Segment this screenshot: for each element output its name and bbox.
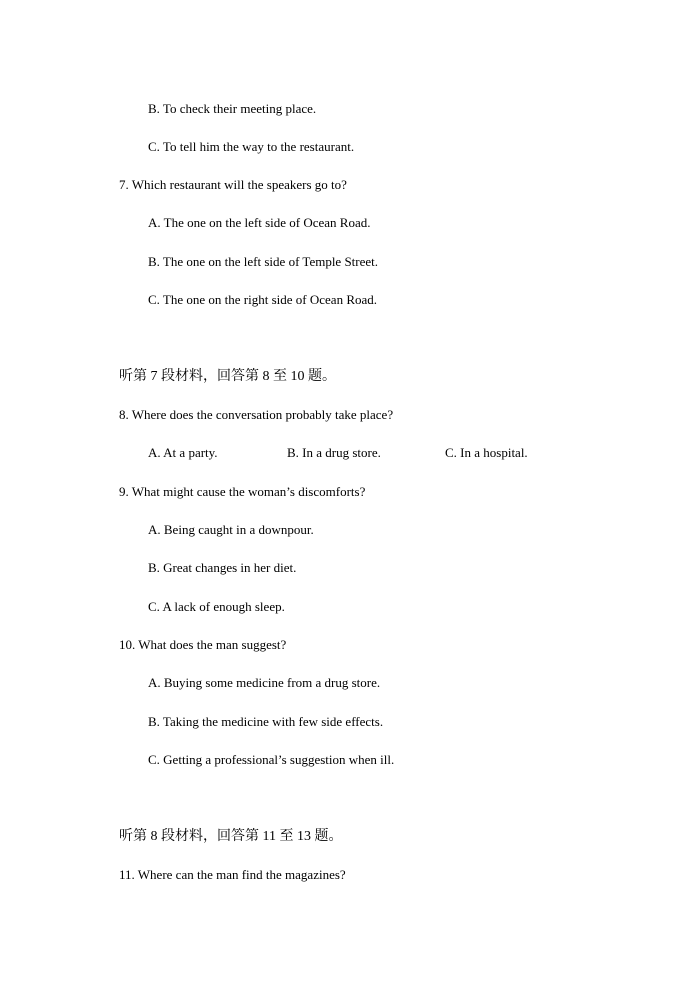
q9-option-c: C. A lack of enough sleep. [148,599,285,614]
section-7-heading: 听第 7 段材料，回答第 8 至 10 题。 [119,369,336,384]
q10-option-b: B. Taking the medicine with few side effects. [148,714,384,729]
q7-option-c: C. The one on the right side of Ocean Road. [148,292,378,307]
q7-option-b: B. The one on the left side of Temple Street. [148,254,379,269]
q9-question: 9. What might cause the woman’s discomforts? [119,484,366,499]
q8-option-a: A. At a party. [148,445,218,460]
q6-option-b: B. To check their meeting place. [148,101,317,116]
q10-option-a: A. Buying some medicine from a drug store. [148,675,381,690]
q7-option-a: A. The one on the left side of Ocean Road. [148,215,371,230]
q7-question: 7. Which restaurant will the speakers go to? [119,177,347,192]
section-8-heading: 听第 8 段材料，回答第 11 至 13 题。 [119,829,343,844]
q10-question: 10. What does the man suggest? [119,637,287,652]
q8-question: 8. Where does the conversation probably take place? [119,407,394,422]
q10-option-c: C. Getting a professional’s suggestion when ill. [148,752,395,767]
q11-question: 11. Where can the man find the magazines? [119,867,346,882]
q9-option-a: A. Being caught in a downpour. [148,522,314,537]
q8-option-c: C. In a hospital. [445,445,528,460]
q9-option-b: B. Great changes in her diet. [148,560,297,575]
q8-option-b: B. In a drug store. [287,445,381,460]
q6-option-c: C. To tell him the way to the restaurant. [148,139,355,154]
